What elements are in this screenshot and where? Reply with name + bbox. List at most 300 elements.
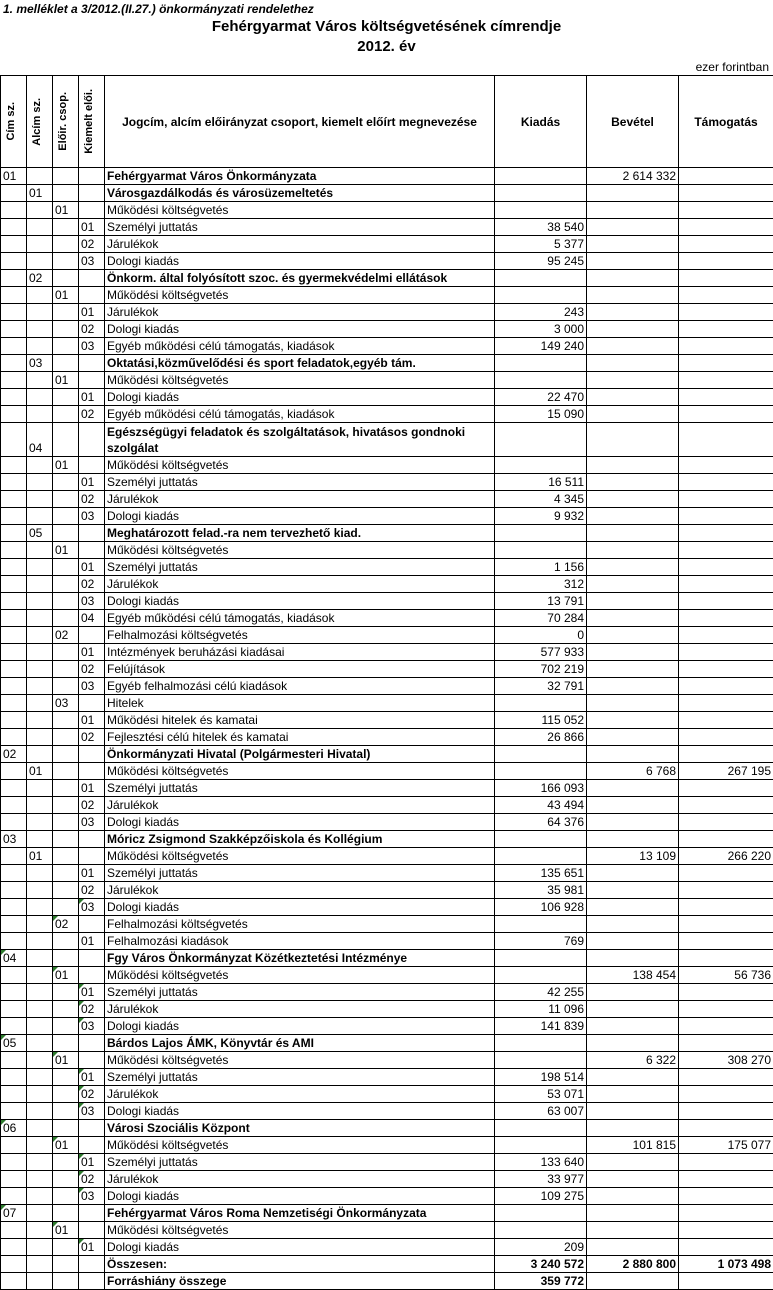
item-name: Fehérgyarmat Város Roma Nemzetiségi Önkormányzata bbox=[105, 1205, 495, 1222]
code-cim bbox=[1, 542, 27, 559]
code-eloir bbox=[53, 406, 79, 423]
table-row bbox=[1, 1086, 773, 1103]
item-name: Működési költségvetés bbox=[105, 202, 495, 219]
item-bevetel bbox=[587, 236, 679, 253]
item-name: Felhalmozási kiadások bbox=[105, 933, 495, 950]
item-bevetel bbox=[587, 287, 679, 304]
item-tamogatas bbox=[679, 661, 773, 678]
code-cim bbox=[1, 185, 27, 202]
code-kiemelt bbox=[79, 763, 105, 780]
item-bevetel bbox=[587, 202, 679, 219]
code-kiemelt bbox=[79, 627, 105, 644]
item-bevetel bbox=[587, 253, 679, 270]
item-tamogatas bbox=[679, 695, 773, 712]
code-alcim bbox=[27, 916, 53, 933]
item-name: Járulékok bbox=[105, 882, 495, 899]
item-kiadas bbox=[495, 916, 587, 933]
code-eloir: 01 bbox=[53, 202, 79, 219]
item-tamogatas: 267 195 bbox=[679, 763, 773, 780]
code-kiemelt: 02 bbox=[79, 236, 105, 253]
item-bevetel bbox=[587, 1018, 679, 1035]
item-name: Működési költségvetés bbox=[105, 1137, 495, 1154]
table-row bbox=[1, 661, 773, 678]
item-kiadas: 95 245 bbox=[495, 253, 587, 270]
item-tamogatas bbox=[679, 253, 773, 270]
item-kiadas: 42 255 bbox=[495, 984, 587, 1001]
code-eloir bbox=[53, 1205, 79, 1222]
table-row bbox=[1, 525, 773, 542]
item-name: Városgazdálkodás és városüzemeltetés bbox=[105, 185, 495, 202]
code-kiemelt: 02 bbox=[79, 882, 105, 899]
item-name: Dologi kiadás bbox=[105, 321, 495, 338]
table-row bbox=[1, 321, 773, 338]
code-alcim bbox=[27, 576, 53, 593]
item-kiadas: 43 494 bbox=[495, 797, 587, 814]
code-eloir bbox=[53, 1154, 79, 1171]
code-kiemelt bbox=[79, 1137, 105, 1154]
item-name: Egyéb működési célú támogatás, kiadások bbox=[105, 406, 495, 423]
item-bevetel bbox=[587, 1069, 679, 1086]
code-alcim: 04 bbox=[27, 423, 53, 457]
code-eloir bbox=[53, 746, 79, 763]
table-row bbox=[1, 1154, 773, 1171]
item-kiadas: 13 791 bbox=[495, 593, 587, 610]
table-row bbox=[1, 559, 773, 576]
item-bevetel bbox=[587, 950, 679, 967]
code-kiemelt: 02 bbox=[79, 1086, 105, 1103]
table-row bbox=[1, 185, 773, 202]
code-cim bbox=[1, 1103, 27, 1120]
item-kiadas: 35 981 bbox=[495, 882, 587, 899]
item-tamogatas bbox=[679, 321, 773, 338]
item-tamogatas bbox=[679, 1171, 773, 1188]
code-alcim bbox=[27, 865, 53, 882]
item-name: Személyi juttatás bbox=[105, 559, 495, 576]
code-kiemelt bbox=[79, 542, 105, 559]
code-cim bbox=[1, 474, 27, 491]
code-eloir: 01 bbox=[53, 1137, 79, 1154]
table-row bbox=[1, 491, 773, 508]
header-kiemelt bbox=[79, 76, 105, 168]
item-name: Felhalmozási költségvetés bbox=[105, 627, 495, 644]
item-name: Dologi kiadás bbox=[105, 593, 495, 610]
code-alcim bbox=[27, 253, 53, 270]
code-cim: 01 bbox=[1, 168, 27, 185]
item-kiadas: 15 090 bbox=[495, 406, 587, 423]
item-name: Intézmények beruházási kiadásai bbox=[105, 644, 495, 661]
item-tamogatas bbox=[679, 389, 773, 406]
code-cim bbox=[1, 1188, 27, 1205]
code-kiemelt bbox=[79, 185, 105, 202]
code-alcim bbox=[27, 406, 53, 423]
item-bevetel bbox=[587, 780, 679, 797]
header-tamogatas: Támogatás bbox=[679, 76, 773, 168]
table-row bbox=[1, 1035, 773, 1052]
table-row bbox=[1, 219, 773, 236]
code-kiemelt: 01 bbox=[79, 474, 105, 491]
item-tamogatas bbox=[679, 491, 773, 508]
code-eloir bbox=[53, 1001, 79, 1018]
code-alcim bbox=[27, 1018, 53, 1035]
item-name: Dologi kiadás bbox=[105, 508, 495, 525]
item-tamogatas bbox=[679, 372, 773, 389]
item-tamogatas bbox=[679, 1086, 773, 1103]
item-tamogatas bbox=[679, 712, 773, 729]
code-cim: 03 bbox=[1, 831, 27, 848]
code-kiemelt: 01 bbox=[79, 712, 105, 729]
page-title: Fehérgyarmat Város költségvetésének címrendje bbox=[211, 18, 562, 35]
item-bevetel bbox=[587, 865, 679, 882]
item-kiadas: 109 275 bbox=[495, 1188, 587, 1205]
item-bevetel bbox=[587, 1001, 679, 1018]
item-kiadas bbox=[495, 1137, 587, 1154]
item-bevetel bbox=[587, 610, 679, 627]
item-kiadas: 63 007 bbox=[495, 1103, 587, 1120]
code-cim bbox=[1, 406, 27, 423]
item-bevetel bbox=[587, 899, 679, 916]
code-cim bbox=[1, 576, 27, 593]
code-alcim bbox=[27, 1239, 53, 1256]
code-eloir bbox=[53, 1035, 79, 1052]
code-kiemelt: 02 bbox=[79, 661, 105, 678]
item-kiadas bbox=[495, 1035, 587, 1052]
code-cim bbox=[1, 644, 27, 661]
code-kiemelt: 03 bbox=[79, 1018, 105, 1035]
item-bevetel bbox=[587, 661, 679, 678]
item-kiadas bbox=[495, 423, 587, 457]
item-name: Móricz Zsigmond Szakképzőiskola és Kollégium bbox=[105, 831, 495, 848]
code-alcim bbox=[27, 814, 53, 831]
table-row bbox=[1, 1239, 773, 1256]
table-row bbox=[1, 1018, 773, 1035]
item-bevetel: 13 109 bbox=[587, 848, 679, 865]
item-kiadas: 16 511 bbox=[495, 474, 587, 491]
item-bevetel bbox=[587, 627, 679, 644]
item-name: Működési költségvetés bbox=[105, 967, 495, 984]
code-alcim bbox=[27, 321, 53, 338]
table-row bbox=[1, 202, 773, 219]
item-name: Járulékok bbox=[105, 576, 495, 593]
code-alcim bbox=[27, 1035, 53, 1052]
code-kiemelt: 03 bbox=[79, 678, 105, 695]
code-cim bbox=[1, 865, 27, 882]
code-cim bbox=[1, 712, 27, 729]
code-kiemelt: 01 bbox=[79, 1154, 105, 1171]
code-kiemelt: 02 bbox=[79, 1001, 105, 1018]
code-cim bbox=[1, 321, 27, 338]
code-kiemelt: 01 bbox=[79, 304, 105, 321]
item-bevetel bbox=[587, 457, 679, 474]
item-kiadas: 11 096 bbox=[495, 1001, 587, 1018]
code-kiemelt bbox=[79, 525, 105, 542]
code-kiemelt: 02 bbox=[79, 321, 105, 338]
table-row bbox=[1, 695, 773, 712]
code-alcim bbox=[27, 508, 53, 525]
item-tamogatas bbox=[679, 729, 773, 746]
item-tamogatas bbox=[679, 1120, 773, 1137]
item-name: Működési költségvetés bbox=[105, 287, 495, 304]
table-row bbox=[1, 1205, 773, 1222]
code-cim bbox=[1, 1052, 27, 1069]
item-tamogatas bbox=[679, 185, 773, 202]
code-kiemelt: 01 bbox=[79, 984, 105, 1001]
table-row bbox=[1, 236, 773, 253]
item-kiadas bbox=[495, 831, 587, 848]
item-kiadas: 22 470 bbox=[495, 389, 587, 406]
table-row bbox=[1, 1222, 773, 1239]
item-tamogatas bbox=[679, 338, 773, 355]
code-cim bbox=[1, 304, 27, 321]
table-row bbox=[1, 1001, 773, 1018]
code-cim: 06 bbox=[1, 1120, 27, 1137]
deficit-empty-cell bbox=[79, 1273, 105, 1290]
table-row bbox=[1, 865, 773, 882]
code-alcim bbox=[27, 1222, 53, 1239]
table-row bbox=[1, 168, 773, 185]
item-name: Fehérgyarmat Város Önkormányzata bbox=[105, 168, 495, 185]
table-row bbox=[1, 406, 773, 423]
unit-label: ezer forintban bbox=[695, 60, 769, 74]
item-name: Járulékok bbox=[105, 797, 495, 814]
item-tamogatas bbox=[679, 831, 773, 848]
item-name: Dologi kiadás bbox=[105, 1188, 495, 1205]
item-kiadas: 115 052 bbox=[495, 712, 587, 729]
item-name: Járulékok bbox=[105, 304, 495, 321]
code-cim bbox=[1, 389, 27, 406]
item-kiadas bbox=[495, 848, 587, 865]
code-cim bbox=[1, 491, 27, 508]
code-eloir bbox=[53, 270, 79, 287]
code-alcim bbox=[27, 1171, 53, 1188]
code-alcim bbox=[27, 797, 53, 814]
item-bevetel bbox=[587, 1035, 679, 1052]
code-eloir bbox=[53, 899, 79, 916]
code-cim bbox=[1, 1171, 27, 1188]
item-tamogatas bbox=[679, 219, 773, 236]
item-kiadas: 64 376 bbox=[495, 814, 587, 831]
item-bevetel bbox=[587, 491, 679, 508]
item-name: Önkorm. által folyósított szoc. és gyermekvédelmi ellátások bbox=[105, 270, 495, 287]
header-bevetel: Bevétel bbox=[587, 76, 679, 168]
totals-empty-cell bbox=[79, 1256, 105, 1273]
item-bevetel bbox=[587, 1086, 679, 1103]
code-eloir bbox=[53, 593, 79, 610]
code-kiemelt bbox=[79, 916, 105, 933]
code-eloir bbox=[53, 780, 79, 797]
totals-empty-cell bbox=[27, 1256, 53, 1273]
item-tamogatas bbox=[679, 355, 773, 372]
deficit-empty-cell bbox=[587, 1273, 679, 1290]
item-name: Működési költségvetés bbox=[105, 457, 495, 474]
code-kiemelt bbox=[79, 168, 105, 185]
item-kiadas bbox=[495, 355, 587, 372]
code-alcim bbox=[27, 236, 53, 253]
code-kiemelt bbox=[79, 423, 105, 457]
code-alcim bbox=[27, 1052, 53, 1069]
item-bevetel bbox=[587, 270, 679, 287]
code-eloir bbox=[53, 1120, 79, 1137]
item-name: Dologi kiadás bbox=[105, 1018, 495, 1035]
item-tamogatas bbox=[679, 899, 773, 916]
page-subtitle-year: 2012. év bbox=[357, 38, 416, 55]
item-tamogatas bbox=[679, 542, 773, 559]
table-row bbox=[1, 270, 773, 287]
item-tamogatas bbox=[679, 406, 773, 423]
table-row bbox=[1, 763, 773, 780]
item-kiadas: 4 345 bbox=[495, 491, 587, 508]
item-name: Járulékok bbox=[105, 1171, 495, 1188]
table-row bbox=[1, 916, 773, 933]
code-kiemelt: 04 bbox=[79, 610, 105, 627]
item-kiadas bbox=[495, 457, 587, 474]
item-tamogatas bbox=[679, 287, 773, 304]
item-kiadas bbox=[495, 967, 587, 984]
item-kiadas: 70 284 bbox=[495, 610, 587, 627]
code-eloir bbox=[53, 474, 79, 491]
header-cim bbox=[1, 76, 27, 168]
item-name: Meghatározott felad.-ra nem tervezhető kiad. bbox=[105, 525, 495, 542]
table-row bbox=[1, 389, 773, 406]
table-header-row bbox=[1, 76, 773, 168]
code-cim bbox=[1, 270, 27, 287]
table-row bbox=[1, 967, 773, 984]
item-bevetel bbox=[587, 406, 679, 423]
table-row bbox=[1, 746, 773, 763]
table-row bbox=[1, 355, 773, 372]
code-kiemelt bbox=[79, 746, 105, 763]
code-kiemelt bbox=[79, 457, 105, 474]
code-kiemelt: 01 bbox=[79, 389, 105, 406]
item-tamogatas bbox=[679, 1239, 773, 1256]
item-tamogatas bbox=[679, 916, 773, 933]
code-kiemelt bbox=[79, 1205, 105, 1222]
table-row bbox=[1, 831, 773, 848]
item-name: Személyi juttatás bbox=[105, 474, 495, 491]
code-eloir: 01 bbox=[53, 287, 79, 304]
code-kiemelt: 01 bbox=[79, 219, 105, 236]
code-eloir bbox=[53, 1239, 79, 1256]
code-cim bbox=[1, 1137, 27, 1154]
code-cim bbox=[1, 525, 27, 542]
item-name: Egyéb működési célú támogatás, kiadások bbox=[105, 338, 495, 355]
code-alcim bbox=[27, 610, 53, 627]
code-kiemelt: 01 bbox=[79, 865, 105, 882]
code-cim bbox=[1, 1069, 27, 1086]
item-kiadas: 198 514 bbox=[495, 1069, 587, 1086]
code-kiemelt bbox=[79, 355, 105, 372]
item-bevetel bbox=[587, 389, 679, 406]
code-alcim bbox=[27, 1103, 53, 1120]
item-kiadas: 1 156 bbox=[495, 559, 587, 576]
code-eloir bbox=[53, 984, 79, 1001]
item-bevetel bbox=[587, 508, 679, 525]
table-row bbox=[1, 593, 773, 610]
code-alcim bbox=[27, 219, 53, 236]
item-tamogatas bbox=[679, 236, 773, 253]
item-kiadas bbox=[495, 168, 587, 185]
code-eloir: 02 bbox=[53, 916, 79, 933]
code-eloir bbox=[53, 253, 79, 270]
code-kiemelt: 03 bbox=[79, 338, 105, 355]
code-eloir bbox=[53, 1069, 79, 1086]
item-tamogatas bbox=[679, 474, 773, 491]
code-eloir: 01 bbox=[53, 1222, 79, 1239]
item-bevetel bbox=[587, 644, 679, 661]
code-eloir bbox=[53, 508, 79, 525]
item-kiadas: 53 071 bbox=[495, 1086, 587, 1103]
code-kiemelt: 03 bbox=[79, 1103, 105, 1120]
item-name: Fejlesztési célú hitelek és kamatai bbox=[105, 729, 495, 746]
item-tamogatas bbox=[679, 865, 773, 882]
code-eloir bbox=[53, 865, 79, 882]
item-kiadas: 166 093 bbox=[495, 780, 587, 797]
code-cim bbox=[1, 508, 27, 525]
item-tamogatas bbox=[679, 1188, 773, 1205]
code-kiemelt: 01 bbox=[79, 644, 105, 661]
code-alcim bbox=[27, 287, 53, 304]
item-name: Személyi juttatás bbox=[105, 984, 495, 1001]
code-eloir bbox=[53, 848, 79, 865]
item-tamogatas bbox=[679, 882, 773, 899]
header-cim-label: Cím sz. bbox=[5, 102, 17, 141]
item-name: Járulékok bbox=[105, 236, 495, 253]
table-row bbox=[1, 338, 773, 355]
item-bevetel: 6 768 bbox=[587, 763, 679, 780]
item-tamogatas: 266 220 bbox=[679, 848, 773, 865]
code-alcim bbox=[27, 338, 53, 355]
item-tamogatas bbox=[679, 525, 773, 542]
item-bevetel bbox=[587, 423, 679, 457]
code-alcim bbox=[27, 168, 53, 185]
code-kiemelt: 02 bbox=[79, 491, 105, 508]
item-tamogatas bbox=[679, 1154, 773, 1171]
code-cim bbox=[1, 219, 27, 236]
item-tamogatas bbox=[679, 746, 773, 763]
code-alcim: 01 bbox=[27, 185, 53, 202]
code-eloir bbox=[53, 831, 79, 848]
table-row bbox=[1, 1171, 773, 1188]
item-tamogatas bbox=[679, 559, 773, 576]
code-eloir bbox=[53, 355, 79, 372]
code-eloir: 01 bbox=[53, 542, 79, 559]
table-row bbox=[1, 474, 773, 491]
item-bevetel bbox=[587, 355, 679, 372]
item-kiadas: 209 bbox=[495, 1239, 587, 1256]
table-row bbox=[1, 576, 773, 593]
code-cim bbox=[1, 559, 27, 576]
item-kiadas: 312 bbox=[495, 576, 587, 593]
item-kiadas: 133 640 bbox=[495, 1154, 587, 1171]
item-tamogatas bbox=[679, 1001, 773, 1018]
code-kiemelt: 01 bbox=[79, 1239, 105, 1256]
item-tamogatas bbox=[679, 1018, 773, 1035]
code-cim bbox=[1, 678, 27, 695]
code-eloir bbox=[53, 185, 79, 202]
code-alcim bbox=[27, 1137, 53, 1154]
regulation-note: 1. melléklet a 3/2012.(II.27.) önkormányzati rendelethez bbox=[3, 2, 314, 16]
code-eloir bbox=[53, 1103, 79, 1120]
item-kiadas bbox=[495, 202, 587, 219]
code-eloir bbox=[53, 661, 79, 678]
item-tamogatas bbox=[679, 270, 773, 287]
table-row bbox=[1, 627, 773, 644]
table-row bbox=[1, 899, 773, 916]
item-bevetel bbox=[587, 831, 679, 848]
header-jogcim: Jogcím, alcím előirányzat csoport, kiemelt előírt megnevezése bbox=[105, 76, 495, 168]
code-alcim: 01 bbox=[27, 763, 53, 780]
item-kiadas: 0 bbox=[495, 627, 587, 644]
code-eloir bbox=[53, 168, 79, 185]
